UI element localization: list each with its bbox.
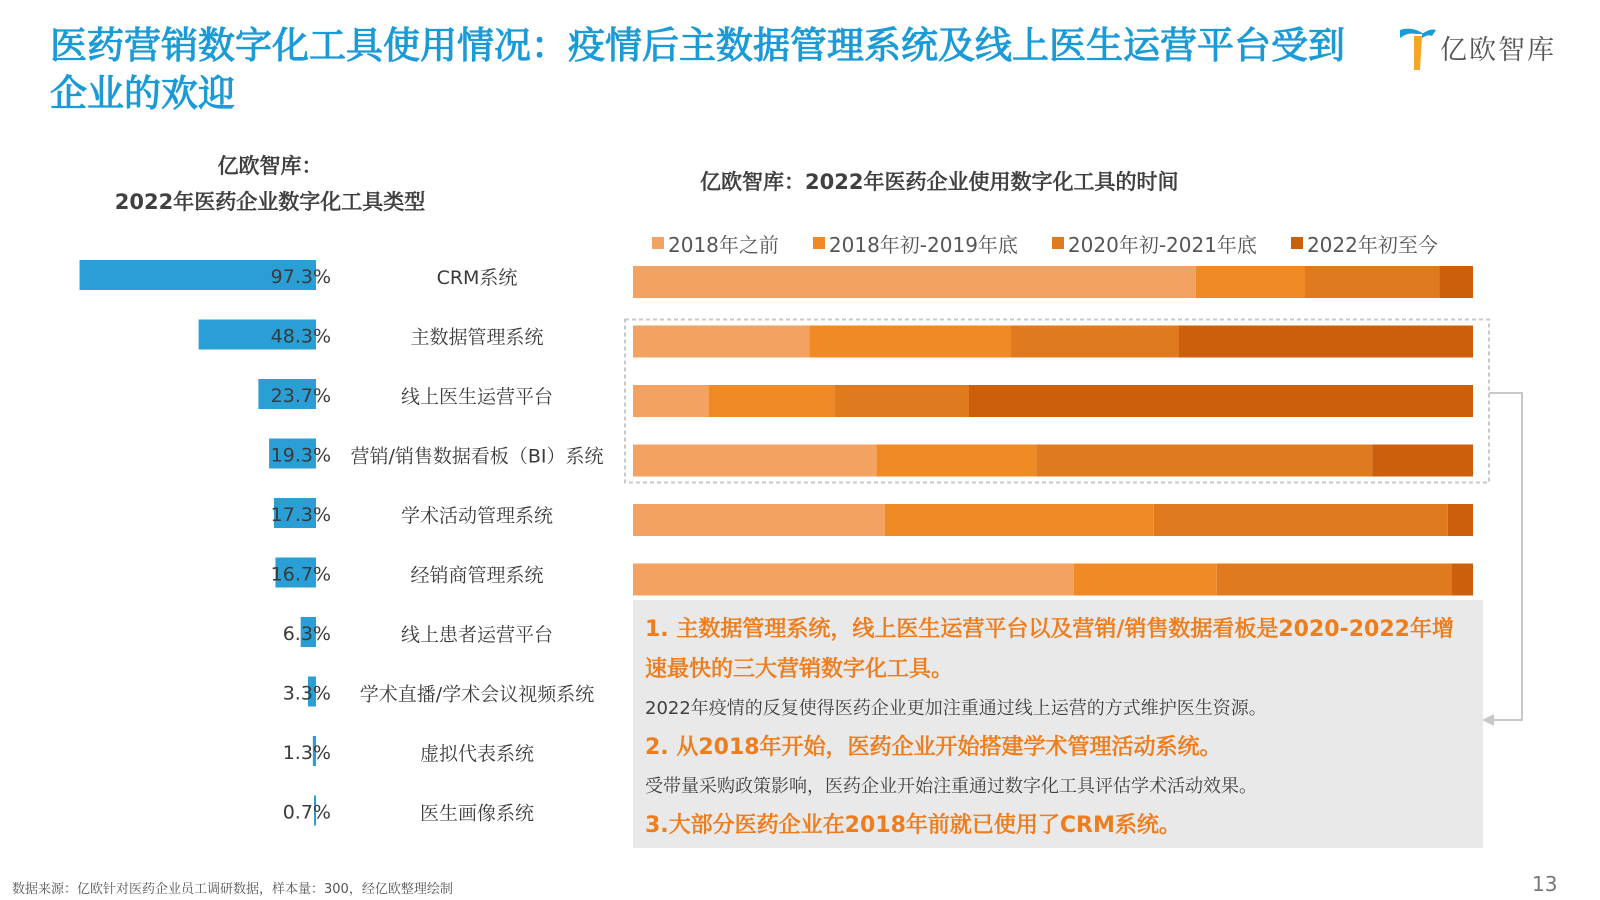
category-label: 学术活动管理系统 xyxy=(400,505,554,527)
legend-swatch xyxy=(1291,237,1303,249)
left-value-label: 1.3% xyxy=(282,742,331,764)
logo-mark-icon xyxy=(1398,24,1438,72)
left-value-label: 6.3% xyxy=(282,623,331,645)
left-chart-title-line1: 亿欧智库： xyxy=(217,154,323,178)
page-number: 13 xyxy=(1532,872,1558,896)
brand-logo xyxy=(1398,24,1578,74)
left-value-label: 48.3% xyxy=(270,325,331,348)
category-label: 线上患者运营平台 xyxy=(400,624,554,646)
insight-heading-2: 2. 从2018年开始，医药企业开始搭建学术管理活动系统。 xyxy=(645,735,1222,760)
legend-swatch xyxy=(652,237,664,249)
stacked-bar-segment xyxy=(1011,326,1179,358)
category-label: 医生画像系统 xyxy=(419,802,535,825)
category-label: 经销商管理系统 xyxy=(410,564,544,587)
stacked-bar-segment xyxy=(709,385,835,417)
left-value-label: 16.7% xyxy=(270,563,331,586)
stacked-bar-segment xyxy=(633,504,885,536)
stacked-bar-segment xyxy=(877,445,1037,477)
legend-label: 2018年初-2019年底 xyxy=(828,232,1018,257)
data-source-note: 数据来源：亿欧针对医药企业员工调研数据，样本量：300，经亿欧整理绘制 xyxy=(12,882,453,897)
right-chart-title: 亿欧智库：2022年医药企业使用数字化工具的时间 xyxy=(700,170,1179,194)
stacked-bar-segment xyxy=(1154,504,1448,536)
page-title: 医药营销数字化工具使用情况：疫情后主数据管理系统及线上医生运营平台受到企业的欢迎 xyxy=(50,24,1345,115)
logo-text: 亿欧智库 xyxy=(1440,35,1556,66)
stacked-bar-segment xyxy=(1074,564,1217,596)
stacked-bar-segment xyxy=(1448,504,1473,536)
category-label: 主数据管理系统 xyxy=(410,326,544,349)
insights-box xyxy=(633,600,1483,848)
legend-label: 2020年初-2021年底 xyxy=(1067,232,1257,257)
insight-heading-3: 3.大部分医药企业在2018年前就已使用了CRM系统。 xyxy=(645,813,1181,838)
stacked-bar-segment xyxy=(1036,445,1372,477)
category-label: CRM系统 xyxy=(436,267,518,289)
stacked-bar-segment xyxy=(1452,564,1473,596)
legend-label: 2018年之前 xyxy=(668,232,779,257)
category-label: 虚拟代表系统 xyxy=(419,743,535,765)
left-value-label: 17.3% xyxy=(270,504,331,526)
stacked-bar-segment xyxy=(1439,266,1473,298)
stacked-bar-segment xyxy=(1196,266,1305,298)
legend-swatch xyxy=(1052,237,1064,249)
stacked-bar-segment xyxy=(1217,564,1452,596)
left-value-label: 19.3% xyxy=(270,444,331,467)
category-label: 营销/销售数据看板（BI）系统 xyxy=(350,445,604,468)
stacked-bar-segment xyxy=(633,266,1196,298)
left-value-label: 3.3% xyxy=(282,682,331,705)
stacked-bar-segment xyxy=(809,326,1011,358)
connector-arrow-icon xyxy=(1482,714,1494,726)
insight-text-2: 受带量采购政策影响，医药企业开始注重通过数字化工具评估学术活动效果。 xyxy=(645,776,1257,797)
left-value-label: 23.7% xyxy=(270,385,331,407)
stacked-bar-segment xyxy=(633,445,877,477)
legend-swatch xyxy=(813,237,825,249)
stacked-bar-segment xyxy=(633,385,709,417)
category-label: 线上医生运营平台 xyxy=(400,386,554,408)
stacked-bar-segment xyxy=(633,326,809,358)
stacked-bar-segment xyxy=(969,385,1473,417)
left-value-label: 0.7% xyxy=(282,801,331,824)
insight-text-1: 2022年疫情的反复使得医药企业更加注重通过线上运营的方式维护医生资源。 xyxy=(645,698,1267,719)
left-chart-title-line2: 2022年医药企业数字化工具类型 xyxy=(114,190,426,214)
legend-label: 2022年初至今 xyxy=(1306,232,1438,257)
stacked-bar-segment xyxy=(885,504,1154,536)
stacked-bar-segment xyxy=(1372,445,1473,477)
insight-heading-1: 1. 主数据管理系统，线上医生运营平台以及营销/销售数据看板是2020-2022年增速最快的三大营销数字化工具。 xyxy=(645,617,1454,682)
category-label: 学术直播/学术会议视频系统 xyxy=(359,683,595,706)
stacked-bar-segment xyxy=(835,385,969,417)
left-chart-title xyxy=(60,148,480,220)
stacked-bar-segment xyxy=(1179,326,1473,358)
left-value-label: 97.3% xyxy=(270,266,331,288)
connector-line xyxy=(1488,393,1522,720)
stacked-bar-segment xyxy=(633,564,1074,596)
stacked-bar-segment xyxy=(1305,266,1439,298)
